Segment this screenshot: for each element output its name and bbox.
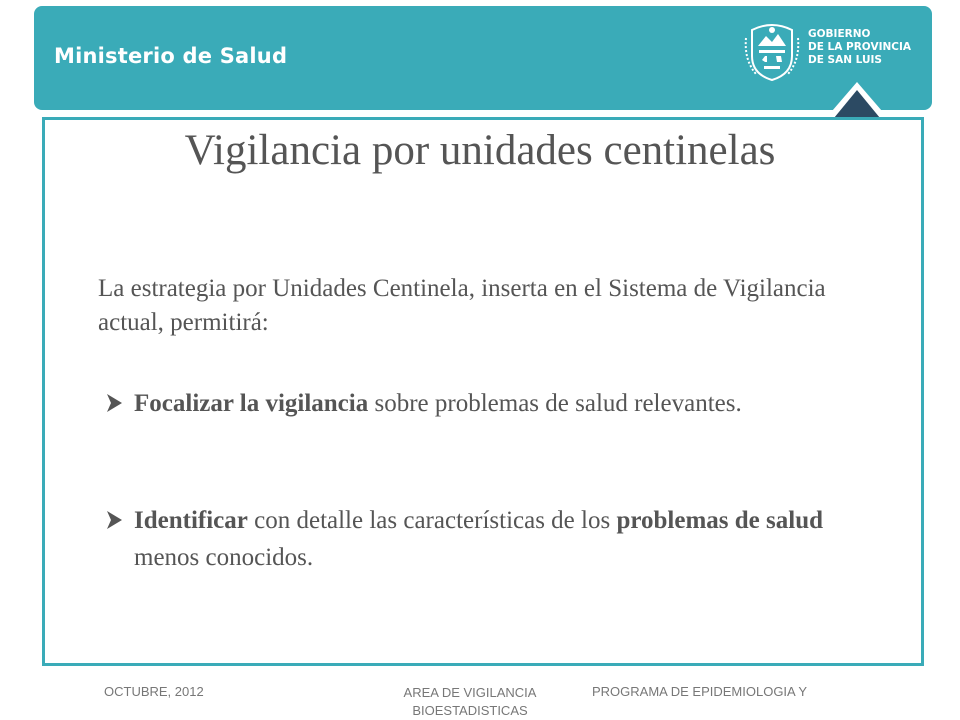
- bullet-bold: Identificar: [134, 507, 248, 534]
- gov-line-2: DE LA PROVINCIA: [808, 41, 912, 53]
- footer-date: OCTUBRE, 2012: [104, 684, 204, 699]
- slide-title: Vigilancia por unidades centinelas: [184, 127, 776, 174]
- gov-line-1: GOBIERNO: [808, 28, 871, 40]
- government-name: [808, 28, 911, 67]
- bullet-bold-2: problemas de salud: [616, 507, 823, 534]
- header-notch-triangle: [826, 78, 888, 118]
- ministry-title: Ministerio de Salud: [54, 44, 288, 68]
- arrowhead-bullet-icon: [104, 385, 126, 422]
- header-banner: [34, 6, 932, 110]
- bullet-item-focalizar: [104, 385, 854, 422]
- footer-program: PROGRAMA DE EPIDEMIOLOGIA Y: [592, 684, 808, 699]
- footer-area: AREA DE VIGILANCIA BIOESTADISTICAS: [403, 685, 537, 718]
- bullet-text: sobre problemas de salud relevantes.: [368, 390, 742, 417]
- intro-paragraph: La estrategia por Unidades Centinela, inserta en el Sistema de Vigilancia actual, permitirá:: [98, 275, 826, 336]
- bullet-text: con detalle las características de los: [247, 507, 617, 534]
- provincial-seal-icon: [742, 16, 802, 84]
- arrowhead-bullet-icon: [104, 502, 126, 539]
- bullet-text-2: menos conocidos.: [134, 544, 314, 571]
- gov-line-3: DE SAN LUIS: [808, 54, 882, 66]
- bullet-bold: Focalizar la vigilancia: [134, 390, 369, 417]
- bullet-item-identificar: [104, 502, 854, 576]
